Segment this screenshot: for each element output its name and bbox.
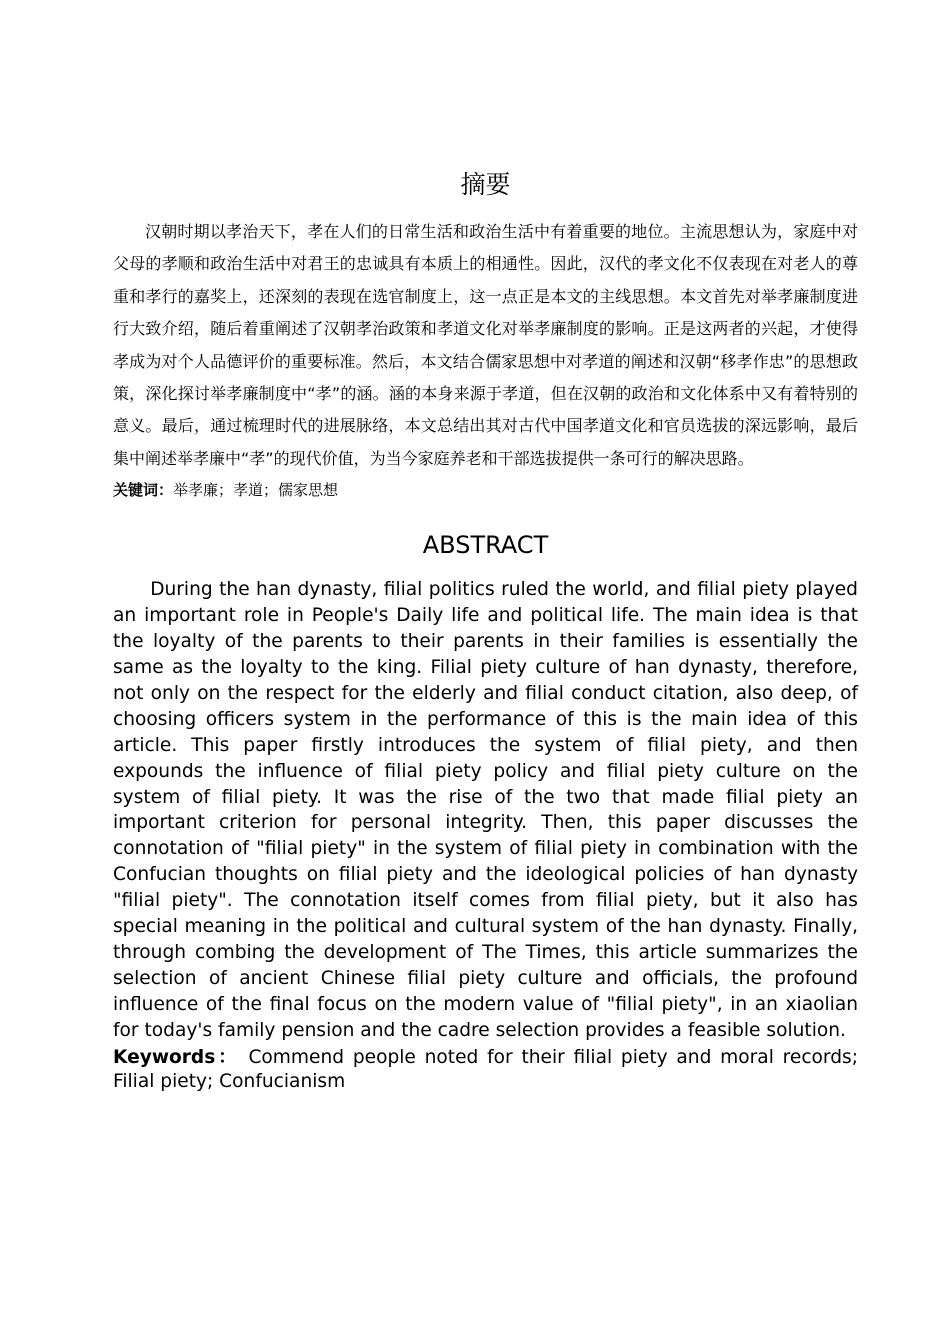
document-page	[113, 168, 858, 1095]
abstract-title-en: ABSTRACT	[422, 531, 549, 560]
abstract-body-cn: 汉朝时期以孝治天下，孝在人们的日常生活和政治生活中有着重要的地位。主流思想认为，家庭中对父母的孝顺和政治生活中对君王的忠诚具有本质上的相通性。因此，汉代的孝文化不仅表现在对老人的尊重和孝行的嘉奖上，还深刻的表现在选官制度上，这一点正是本文的主线思想。本文首先对举孝廉制度进行大致介绍，随后着重阐述了汉朝孝治政策和孝道文化对举孝廉制度的影响。正是这两者的兴起，才使得孝成为对个人品德评价的重要标准。然后，本文结合儒家思想中对孝道的阐述和汉朝“移孝作忠”的思想政策，深化探讨举孝廉制度中“孝”的涵。涵的本身来源于孝道，但在汉朝的政治和文化体系中又有着特别的意义。最后，通过梳理时代的进展脉络，本文总结出其对古代中国孝道文化和官员选拔的深远影响，最后集中阐述举孝廉中“孝”的现代价值，为当今家庭养老和干部选拔提供一条可行的解决思路。	[113, 222, 858, 468]
keywords-en	[113, 1046, 858, 1095]
abstract-title-cn: 摘要	[460, 170, 511, 199]
abstract-body-en: During the han dynasty, filial politics ruled the world, and filial piety played an important role in People's Daily life and political life. The main idea is that the loyalty of the parents to their parents in their families is essentially the same as the loyalty to the king. Filial piety culture of han dynasty, therefore, not only on the respect for the elderly and filial conduct citation, also deep, of choosing officers system in the performance of this is the main idea of this article. This paper firstly introduces the system of filial piety, and then expounds the influence of filial piety policy and filial piety culture on the system of filial piety. It was the rise of the two that made filial piety an important criterion for personal integrity. Then, this paper discusses the connotation of "filial piety" in the system of filial piety in combination with the Confucian thoughts on filial piety and the ideological policies of han dynasty "filial piety". The connotation itself comes from filial piety, but it also has special meaning in the political and cultural system of the han dynasty. Finally, through combing the development of The Times, this article summarizes the selection of ancient Chinese filial piety culture and officials, the profound influence of the final focus on the modern value of "filial piety", in an xiaolian for today's family pension and the cadre selection provides a feasible solution.	[113, 579, 858, 1041]
keywords-label-en: Keywords：	[113, 1046, 240, 1068]
keywords-value-cn: 举孝廉；孝道；儒家思想	[173, 481, 339, 500]
keywords-cn	[113, 479, 858, 501]
keywords-label-cn: 关键词：	[113, 481, 174, 500]
keywords-value-en: Commend people noted for their filial piety and moral records; Filial piety; Confucianism	[113, 1046, 858, 1093]
